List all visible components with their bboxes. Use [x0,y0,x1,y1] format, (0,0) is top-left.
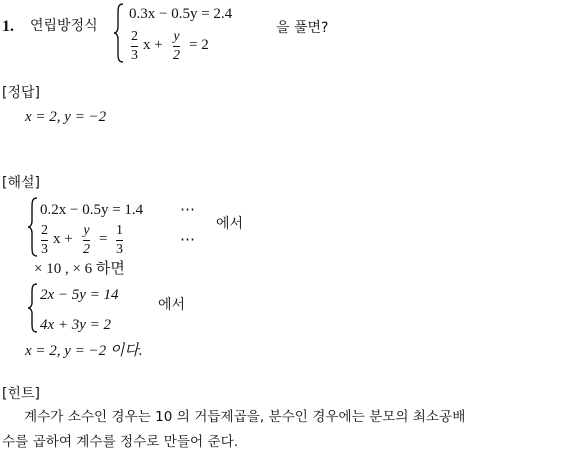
solution-heading: [해설] [2,175,40,191]
frac-num: y [173,29,180,44]
problem-eq2-mid: x + [143,37,163,53]
frac-num: 2 [131,29,138,44]
solution-sys1-eq1: 0.2x − 0.5y = 1.4 [40,202,144,218]
problem-eq1: 0.3x − 0.5y = 2.4 [129,6,233,22]
solution-frac-2-3 [41,224,48,257]
frac-den: 2 [83,242,90,257]
frac-num: 2 [41,223,48,238]
solution-sys2-eq1: 2x − 5y = 14 [40,287,119,303]
problem-eq2-rhs: = 2 [189,37,209,53]
solution-brace-2 [26,282,40,334]
frac-den: 3 [131,48,138,63]
frac-den: 2 [173,48,180,63]
solution-result: x = 2, y = −2 이다. [25,343,143,359]
frac-bar [131,46,138,47]
solution-sys1-side: 에서 [216,216,244,232]
solution-sys1-mid: x + [53,231,73,247]
problem-frac-2-3 [131,30,138,63]
frac-bar [41,240,48,241]
frac-bar [173,46,180,47]
answer-heading: [정답] [2,85,40,101]
hint-heading: [힌트] [2,386,40,402]
frac-bar [83,240,90,241]
hint-line-2: 수를 곱하여 계수를 정수로 만들어 준다. [2,434,239,450]
solution-frac-y-2 [83,224,90,257]
hint-line-1: 계수가 소수인 경우는 10 의 거듭제곱을, 분수인 경우에는 분모의 최소공배 [24,409,466,425]
solution-sys2-side: 에서 [158,297,186,313]
problem-number: 1. [2,18,14,35]
frac-den: 3 [116,242,123,257]
solution-sys1-eq: = [99,231,108,247]
solution-frac-1-3 [116,224,123,257]
frac-num: y [83,223,90,238]
answer-text: x = 2, y = −2 [25,109,107,125]
problem-tail: 을 풀면? [276,20,329,36]
problem-brace [112,2,126,64]
frac-bar [116,240,123,241]
solution-dots-1: ⋯ [180,202,195,218]
solution-dots-2: ⋯ [180,232,195,248]
problem-lead: 연립방정식 [30,18,98,34]
problem-frac-y-2 [173,30,180,63]
solution-multiply: × 10 , × 6 하면 [34,261,125,277]
frac-den: 3 [41,242,48,257]
solution-sys2-eq2: 4x + 3y = 2 [40,317,112,333]
solution-brace-1 [26,196,40,258]
frac-num: 1 [116,223,123,238]
